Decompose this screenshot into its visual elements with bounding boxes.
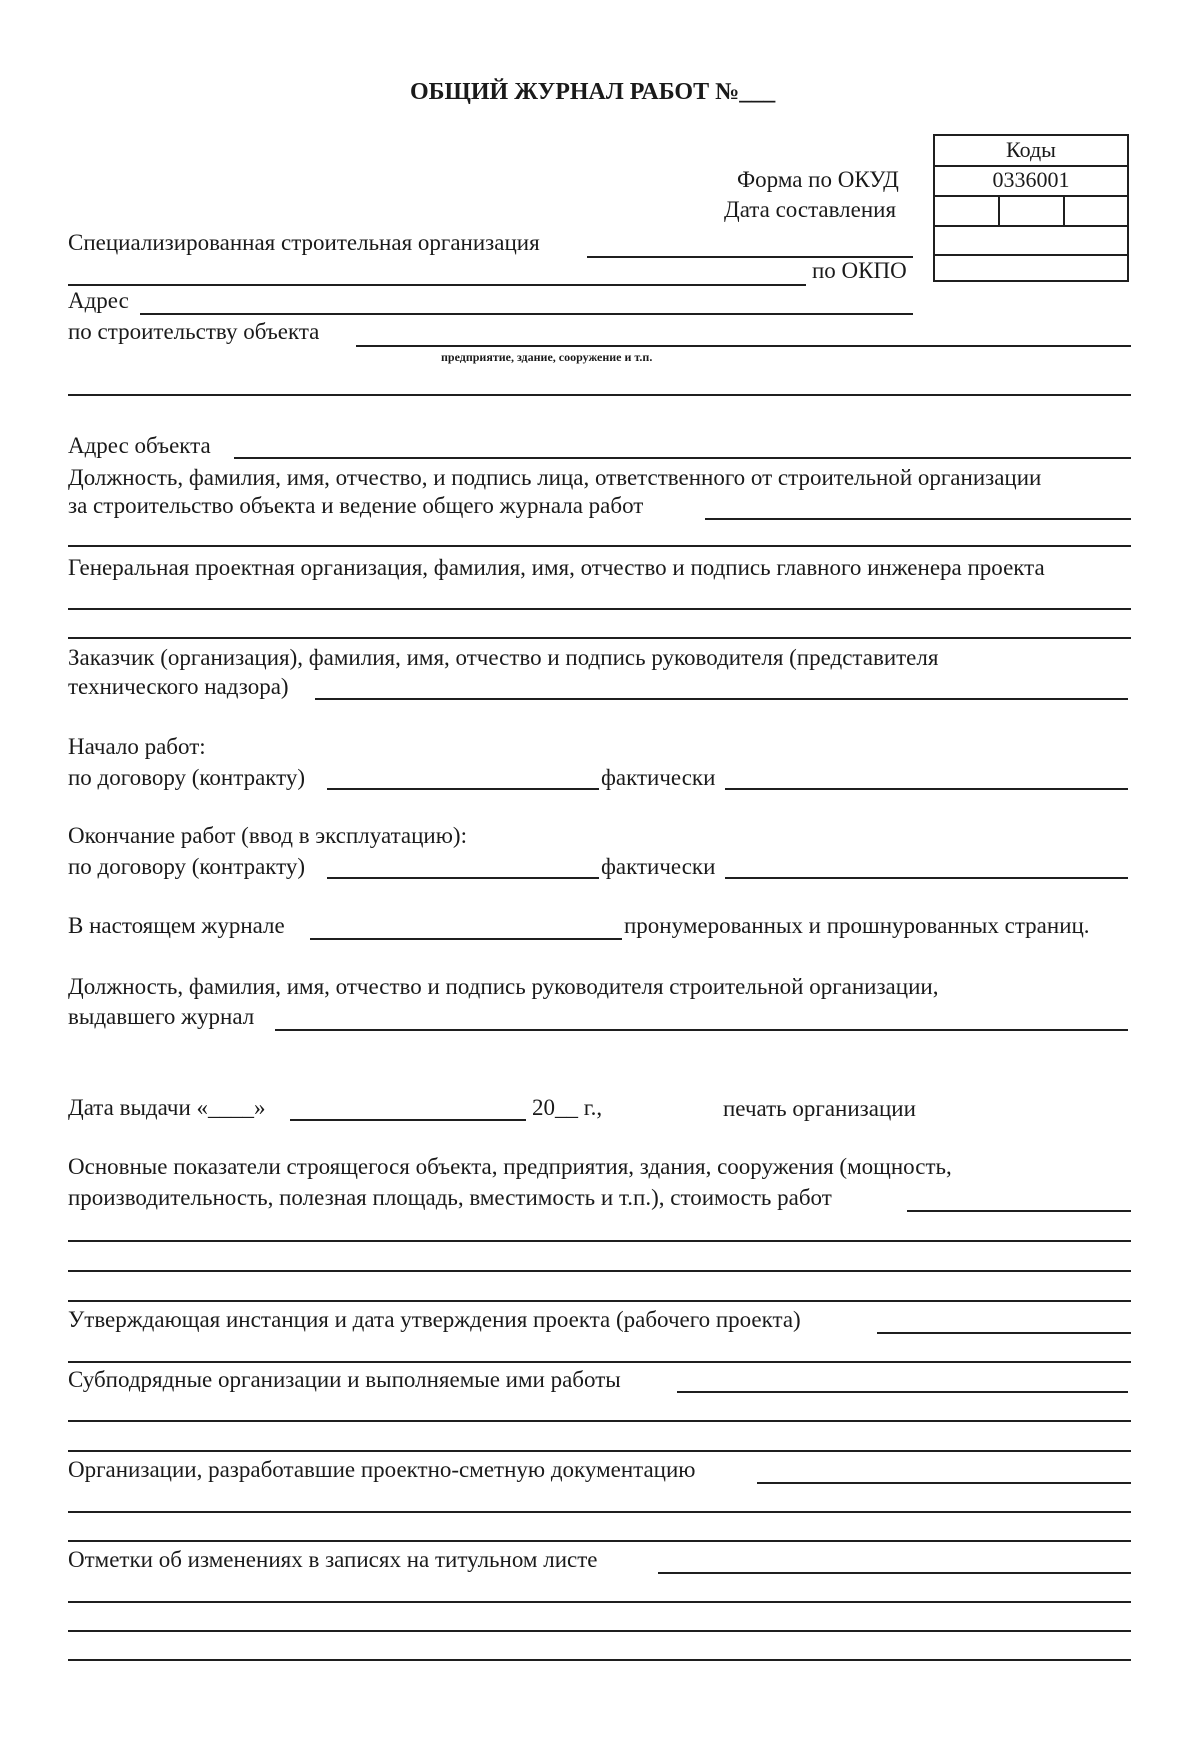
gen-proekt-line[interactable]	[68, 608, 1131, 610]
utverzhdayuschaya-label: Утверждающая инстанция и дата утверждения проекта (рабочего проекта)	[68, 1307, 801, 1332]
zakazchik-line1: Заказчик (организация), фамилия, имя, отчество и подпись руководителя (представителя	[68, 645, 939, 670]
po-dogovoru-start-label: по договору (контракту)	[68, 765, 306, 790]
okud-code-value: 0336001	[992, 167, 1070, 192]
po-dogovoru-start-line[interactable]	[327, 788, 599, 790]
dolzhnost-1-line1: Должность, фамилия, имя, отчество, и подпись лица, ответственного от строительной организации	[68, 465, 1042, 490]
zakazchik-line[interactable]	[315, 698, 1128, 700]
dolzhnost-2-line[interactable]	[275, 1029, 1128, 1031]
organizatsii-line-2[interactable]	[68, 1511, 1131, 1513]
adres-obekta-label: Адрес объекта	[68, 433, 211, 458]
data-vydachi-month-line[interactable]	[290, 1119, 526, 1121]
organizatsii-line-3[interactable]	[68, 1540, 1131, 1542]
po-dogovoru-end-label: по договору (контракту)	[68, 854, 306, 879]
otmetki-line[interactable]	[658, 1572, 1131, 1574]
subpodryadnye-line-2[interactable]	[68, 1420, 1131, 1422]
adres-label: Адрес	[68, 288, 129, 313]
dolzhnost-1-line[interactable]	[705, 518, 1131, 520]
gen-proekt-line-2[interactable]	[68, 637, 1131, 639]
year-label: 20__ г.,	[532, 1095, 603, 1120]
subpodryadnye-line[interactable]	[677, 1391, 1128, 1393]
spec-org-label: Специализированная строительная организация	[68, 230, 540, 255]
subpodryadnye-label: Субподрядные организации и выполняемые ими работы	[68, 1367, 621, 1392]
adres-line[interactable]	[140, 313, 913, 315]
codes-table	[933, 134, 1129, 282]
osnovnye-line2: производительность, полезная площадь, вместимость и т.п.), стоимость работ	[68, 1185, 832, 1210]
osnovnye-line-3[interactable]	[68, 1270, 1131, 1272]
organizatsii-label: Организации, разработавшие проектно-сметную документацию	[68, 1457, 696, 1482]
fakticheski-start-label: фактически	[601, 765, 716, 790]
po-stroitelstvu-label: по строительству объекта	[68, 319, 320, 344]
dolzhnost-2-line1: Должность, фамилия, имя, отчество и подпись руководителя строительной организации,	[68, 974, 939, 999]
po-dogovoru-end-line[interactable]	[327, 877, 599, 879]
organizatsii-line[interactable]	[757, 1482, 1131, 1484]
utverzhdayuschaya-line[interactable]	[877, 1332, 1131, 1334]
po-stroitelstvu-line[interactable]	[356, 345, 1131, 347]
dolzhnost-1-line-2[interactable]	[68, 545, 1131, 547]
data-sostavleniya-label: Дата составления	[724, 197, 897, 222]
otmetki-line-3[interactable]	[68, 1630, 1131, 1632]
adres-obekta-line[interactable]	[234, 457, 1131, 459]
po-okpo-label: по ОКПО	[812, 258, 907, 283]
dolzhnost-2-line2: выдавшего журнал	[68, 1004, 255, 1029]
v-nastoyaschem-label: В настоящем журнале	[68, 913, 285, 938]
dolzhnost-1-line2: за строительство объекта и ведение общего журнала работ	[68, 493, 644, 518]
fakticheski-end-label: фактически	[601, 854, 716, 879]
codes-header: Коды	[1006, 137, 1056, 162]
subpodryadnye-line-3[interactable]	[68, 1450, 1131, 1452]
gen-proekt-label: Генеральная проектная организация, фамилия, имя, отчество и подпись главного инженера проекта	[68, 555, 1045, 580]
nachalo-label: Начало работ:	[68, 734, 206, 759]
pages-count-line[interactable]	[310, 938, 622, 940]
po-stroitelstvu-line-2[interactable]	[68, 394, 1131, 396]
pronumerovannyh-label: пронумерованных и прошнурованных страниц.	[624, 913, 1090, 938]
otmetki-line-4[interactable]	[68, 1659, 1131, 1661]
osnovnye-line-4[interactable]	[68, 1300, 1131, 1302]
predpriyatie-hint: предприятие, здание, сооружение и т.п.	[441, 350, 653, 364]
forma-okud-label: Форма по ОКУД	[737, 167, 899, 192]
pechat-label: печать организации	[723, 1096, 916, 1121]
osnovnye-line[interactable]	[907, 1210, 1131, 1212]
fakticheski-start-line[interactable]	[725, 788, 1128, 790]
otmetki-label: Отметки об изменениях в записях на титульном листе	[68, 1547, 598, 1572]
document-title: ОБЩИЙ ЖУРНАЛ РАБОТ №___	[410, 79, 776, 105]
osnovnye-line-2[interactable]	[68, 1240, 1131, 1242]
fakticheski-end-line[interactable]	[725, 877, 1128, 879]
spec-org-line-2[interactable]	[68, 284, 806, 286]
utverzhdayuschaya-line-2[interactable]	[68, 1361, 1131, 1363]
zakazchik-line2: технического надзора)	[68, 674, 289, 699]
okonchanie-label: Окончание работ (ввод в эксплуатацию):	[68, 823, 467, 848]
otmetki-line-2[interactable]	[68, 1601, 1131, 1603]
osnovnye-line1: Основные показатели строящегося объекта, предприятия, здания, сооружения (мощность,	[68, 1154, 952, 1179]
data-vydachi-label: Дата выдачи «____»	[68, 1095, 266, 1120]
